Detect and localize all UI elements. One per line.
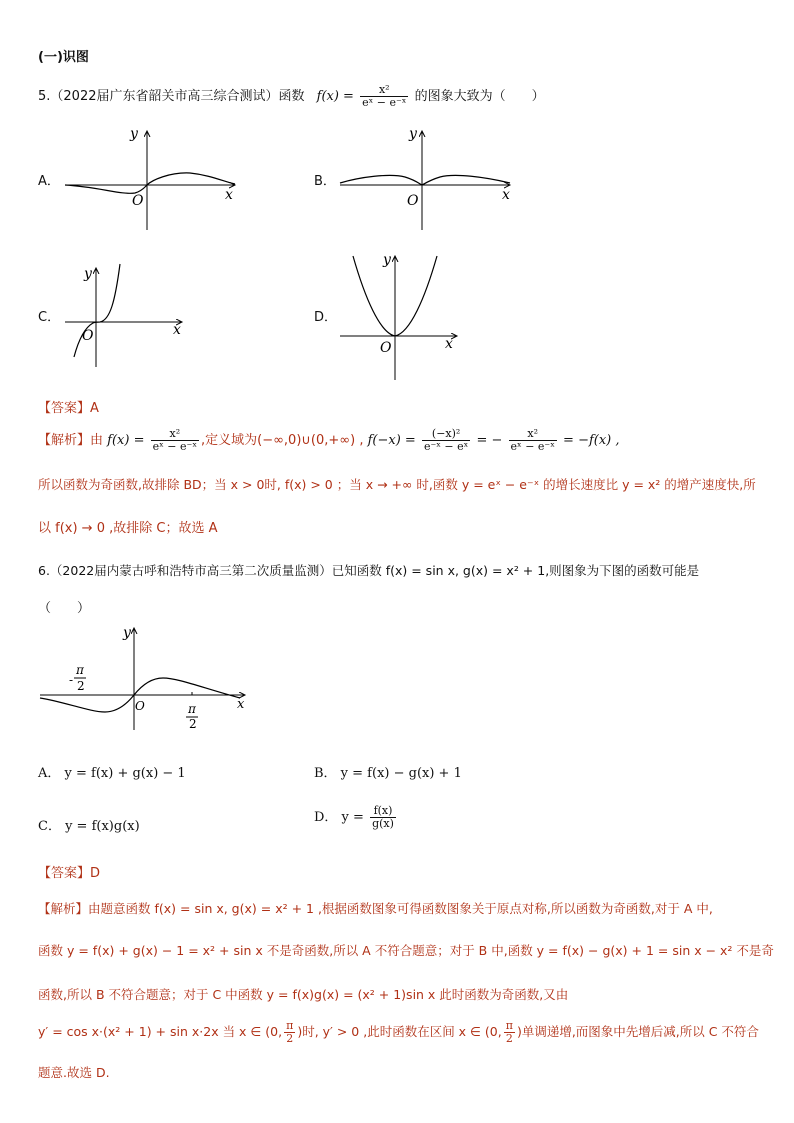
analysis-text: )单调递增,而图象中先增后减,所以 C 不符合 [516, 1024, 759, 1039]
origin-label: O [135, 699, 145, 713]
y-label: y [84, 266, 92, 282]
frac-num: π [505, 1019, 513, 1032]
neg-sign: - [69, 673, 74, 687]
graph-a [60, 125, 250, 235]
frac-num: x² [151, 428, 199, 441]
q6-stem: 6.（2022届内蒙古呼和浩特市高三第二次质量监测）已知函数 f(x) = sin x, g(x) = x² + 1,则图象为下图的函数可能是 [38, 563, 700, 578]
q6-analysis-line2: 函数 y = f(x) + g(x) − 1 = x² + sin x 不是奇函数,所以 A 不符合题意；对于 B 中,函数 y = f(x) − g(x) + 1 = sin x − x² 不是奇 [38, 943, 774, 958]
x-label: x [502, 187, 510, 203]
graph-c [60, 262, 190, 372]
q6-option-b: B． y = f(x) − g(x) + 1 [314, 766, 462, 781]
q5-option-a: A． [38, 174, 60, 189]
y-label: y [123, 625, 131, 641]
analysis-text: y′ = cos x·(x² + 1) + sin x·2x 当 x ∈ (0, [38, 1024, 283, 1039]
q6-answer: 【答案】D [38, 866, 101, 881]
frac-num: x² [509, 428, 557, 441]
q5-frac-den: eˣ − e⁻ˣ [362, 96, 407, 109]
q5-answer: 【答案】A [38, 401, 99, 416]
y-label: y [383, 252, 391, 268]
origin-label: O [380, 340, 392, 356]
q5-func-lhs: f(x) = [316, 89, 354, 104]
q5-option-c: C． [38, 310, 61, 325]
q5-option-b: B． [314, 174, 336, 189]
frac-den: e⁻ˣ − eˣ [423, 440, 469, 453]
section-title: (一)识图 [38, 50, 89, 65]
frac-pi-2 [284, 1020, 295, 1045]
y-label: y [409, 126, 417, 142]
eq: = −f(x) , [563, 433, 620, 448]
x-label: x [173, 322, 181, 338]
neg-pi: π [76, 663, 84, 677]
frac3 [509, 428, 557, 453]
q6-analysis-line4 [38, 1020, 759, 1045]
analysis-text: )时, y′ > 0 ,此时函数在区间 x ∈ (0, [297, 1024, 502, 1039]
frac-num: π [286, 1019, 294, 1032]
x-label: x [445, 336, 453, 352]
origin-label: O [407, 193, 419, 209]
curve [65, 173, 235, 193]
origin-label: O [82, 328, 94, 344]
curve [340, 175, 510, 185]
q6-analysis-line5: 题意.故选 D. [38, 1065, 110, 1080]
pos-two: 2 [189, 717, 197, 731]
q5-stem-prefix: 5.（2022届广东省韶关市高三综合测试）函数 [38, 89, 305, 104]
frac [151, 428, 199, 453]
q5-analysis-line3: 以 f(x) → 0 ,故排除 C；故选 A [38, 521, 218, 536]
curve [74, 264, 120, 357]
origin-label: O [132, 193, 144, 209]
graph-b [335, 125, 525, 235]
graph-d [335, 248, 465, 383]
analysis-label: 【解析】 [38, 901, 89, 916]
q5-stem [38, 84, 545, 109]
option-prefix: D． y = [314, 810, 364, 825]
q5-func-frac [360, 84, 408, 109]
x-label: x [225, 187, 233, 203]
y-label: y [130, 126, 138, 142]
q6-analysis-line1 [38, 899, 713, 917]
analysis-label: 【解析】 [38, 433, 91, 448]
frac-den: eˣ − e⁻ˣ [510, 440, 555, 453]
analysis-text: 由题意函数 f(x) = sin x, g(x) = x² + 1 ,根据函数图象可得函数图象关于原点对称,所以函数为奇函数,对于 A 中, [88, 901, 713, 916]
analysis-text: ,定义域为(−∞,0)∪(0,+∞) , [201, 433, 364, 448]
option-frac [370, 805, 396, 830]
frac-den: eˣ − e⁻ˣ [152, 440, 197, 453]
frac-num: (−x)² [422, 428, 470, 441]
q6-option-c: C． y = f(x)g(x) [38, 819, 140, 834]
q5-analysis-line2: 所以函数为奇函数,故排除 BD；当 x > 0时, f(x) > 0 ；当 x → +∞ 时,函数 y = eˣ − e⁻ˣ 的增长速度比 y = x² 的增产速度快,所 [38, 477, 756, 492]
q5-analysis-line1 [38, 428, 620, 453]
q6-option-d [314, 805, 398, 830]
q6-option-a: A． y = f(x) + g(x) − 1 [38, 766, 186, 781]
q6-analysis-line3: 函数,所以 B 不符合题意；对于 C 中函数 y = f(x)g(x) = (x² + 1)sin x 此时函数为奇函数,又由 [38, 987, 569, 1002]
q5-option-d: D． [314, 310, 338, 325]
func-neg: f(−x) = [367, 433, 416, 448]
pos-pi: π [188, 702, 196, 716]
analysis-text: 由 [90, 433, 104, 448]
q6-graph [35, 622, 250, 732]
frac-pi-2 [504, 1020, 515, 1045]
frac-den: 2 [286, 1032, 294, 1045]
func-lhs: f(x) = [107, 433, 145, 448]
neg-two: 2 [77, 679, 85, 693]
frac2 [422, 428, 470, 453]
eq: = − [476, 433, 503, 448]
q5-frac-num: x² [360, 84, 408, 97]
x-label: x [237, 697, 245, 712]
q5-stem-suffix: 的图象大致为（ ） [414, 89, 545, 104]
frac-den: g(x) [372, 817, 394, 830]
frac-num: f(x) [370, 805, 396, 818]
frac-den: 2 [505, 1032, 513, 1045]
q6-stem-l2: （ ） [38, 601, 91, 616]
